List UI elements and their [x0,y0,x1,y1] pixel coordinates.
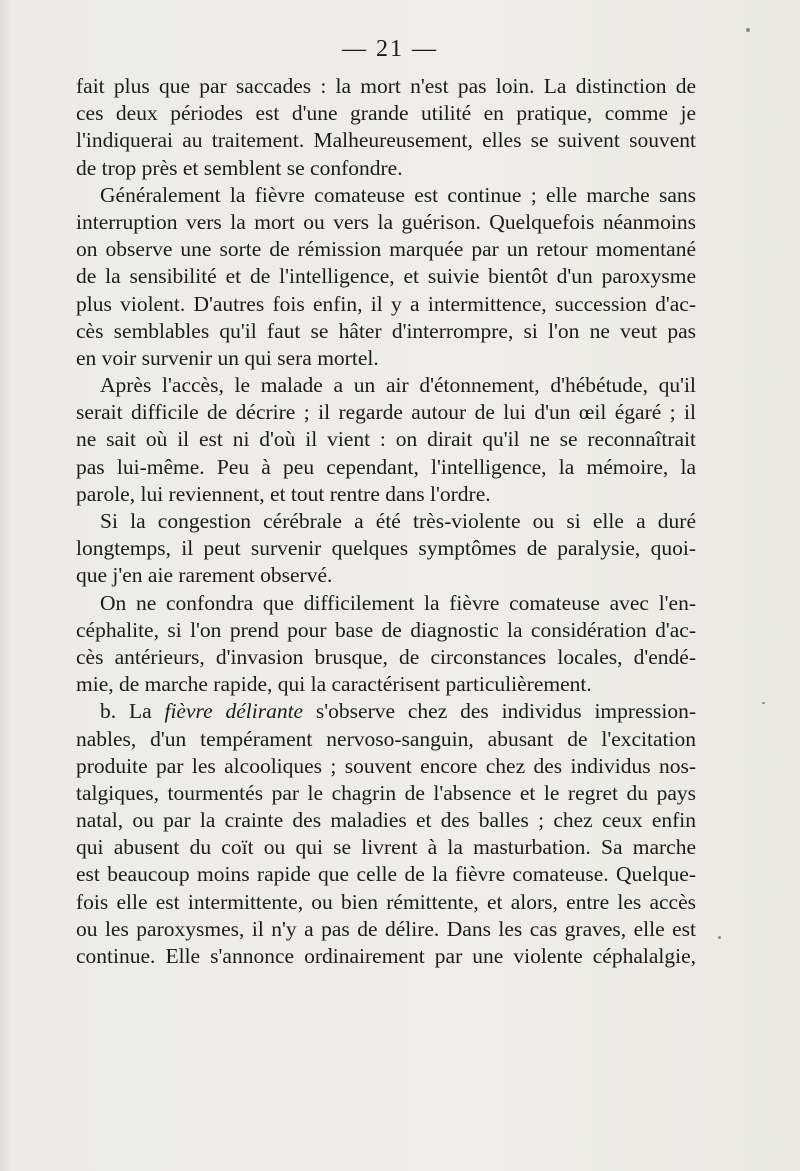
text-line: ne sait où il est ni d'où il vient : on dirait qu'il ne se reconnaîtrait [76,427,696,452]
text-line: que j'en aie rarement observé. [76,563,333,588]
text-line: en voir survenir un qui sera mortel. [76,345,379,370]
text-line: l'indiquerai au traitement. Malheureusement, elles se suivent souvent [76,128,696,153]
italic-term: fièvre délirante [164,699,304,724]
text-line: parole, lui reviennent, et tout rentre dans l'ordre. [76,481,491,506]
text-line: pas lui-même. Peu à peu cependant, l'intelligence, la mémoire, la [76,454,696,479]
paper-speck [762,702,765,704]
text-line-italic-term [76,698,696,725]
text-line: de la sensibilité et de l'intelligence, et suivie bientôt d'un paroxysme [76,264,696,289]
text-line: On ne confondra que difficilement la fièvre comateuse avec l'en- [100,590,696,615]
text-line: est beaucoup moins rapide que celle de la fièvre comateuse. Quelque- [76,862,696,887]
page-number: — 21 — [342,36,438,62]
text-line: fois elle est intermittente, ou bien rémittente, et alors, entre les accès [76,889,696,914]
text-line: plus violent. D'autres fois enfin, il y a intermittence, succession d'ac- [76,291,696,316]
text-line: céphalite, si l'on prend pour base de diagnostic la considération d'ac- [76,617,696,642]
text-line: ces deux périodes est d'une grande utilité en pratique, comme je [76,101,696,126]
text-line: cès antérieurs, d'invasion brusque, de circonstances locales, d'endé- [76,644,696,669]
paper-speck [746,28,750,32]
text-line: interruption vers la mort ou vers la guérison. Quelquefois néanmoins [76,209,696,234]
paper-speck [718,936,721,939]
text-line: longtemps, il peut survenir quelques symptômes de paralysie, quoi- [76,536,696,561]
text-line: Après l'accès, le malade a un air d'étonnement, d'hébétude, qu'il [100,373,696,398]
text-line: on observe une sorte de rémission marquée par un retour momentané [76,237,696,262]
text-line: qui abusent du coït ou qui se livrent à la masturbation. Sa marche [76,835,696,860]
text-line: mie, de marche rapide, qui la caractérisent particulièrement. [76,672,592,697]
text-line: de trop près et semblent se confondre. [76,155,403,180]
body-text [76,73,696,970]
text-line: ou les paroxysmes, il n'y a pas de délire. Dans les cas graves, elle est [76,916,696,941]
text-line: nables, d'un tempérament nervoso-sanguin, abusant de l'excitation [76,726,696,751]
text-line: Généralement la fièvre comateuse est continue ; elle marche sans [100,182,696,207]
text-line: Si la congestion cérébrale a été très-violente ou si elle a duré [100,509,696,533]
text-line: fait plus que par saccades : la mort n'est pas loin. La distinction de [76,74,696,98]
text-line: talgiques, tourmentés par le chagrin de l'absence et le regret du pays [76,780,696,805]
text-line: natal, ou par la crainte des maladies et des balles ; chez ceux enfin [76,808,696,833]
line-suffix: s'observe chez des individus impression- [303,699,696,724]
text-line: serait difficile de décrire ; il regarde autour de lui d'un œil égaré ; il [76,400,696,425]
text-line: cès semblables qu'il faut se hâter d'interrompre, si l'on ne veut pas [76,318,696,343]
text-line: continue. Elle s'annonce ordinairement par une violente céphalalgie, [76,944,696,968]
text-line: produite par les alcooliques ; souvent encore chez des individus nos- [76,753,696,778]
line-prefix: b. La [100,699,165,724]
